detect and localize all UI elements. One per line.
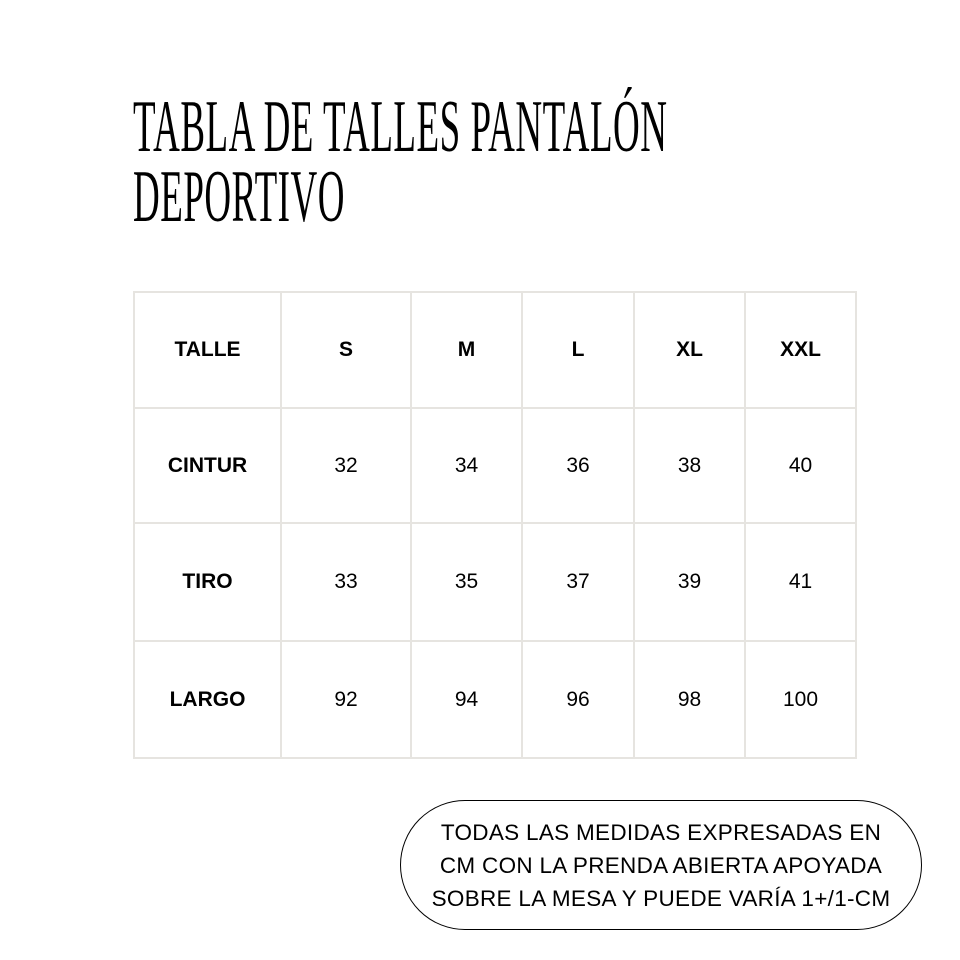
table-cell: 94 — [411, 641, 522, 758]
header-cell: XL — [634, 292, 745, 408]
table-cell: 36 — [522, 408, 634, 523]
size-table — [133, 291, 857, 759]
table-header-row — [134, 292, 856, 408]
table-cell: 98 — [634, 641, 745, 758]
title-line-2: DEPORTIVO — [133, 156, 345, 238]
table-row — [134, 408, 856, 523]
table-cell: 38 — [634, 408, 745, 523]
table-cell: 96 — [522, 641, 634, 758]
page-title — [133, 86, 668, 238]
table-cell: 37 — [522, 523, 634, 641]
header-cell: S — [281, 292, 411, 408]
table-row — [134, 641, 856, 758]
table-cell: 35 — [411, 523, 522, 641]
note-line: CM CON LA PRENDA ABIERTA APOYADA — [439, 852, 883, 878]
header-cell: M — [411, 292, 522, 408]
title-line-1: TABLA DE TALLES PANTALÓN — [133, 86, 668, 168]
table-cell: 39 — [634, 523, 745, 641]
table-cell: 100 — [745, 641, 856, 758]
note-line: SOBRE LA MESA Y PUEDE VARÍA 1+/1-CM — [431, 885, 891, 911]
table-cell: 34 — [411, 408, 522, 523]
table-cell: 41 — [745, 523, 856, 641]
header-cell: TALLE — [134, 292, 281, 408]
row-label: LARGO — [134, 641, 281, 758]
note-line: TODAS LAS MEDIDAS EXPRESADAS EN — [440, 819, 882, 845]
row-label: TIRO — [134, 523, 281, 641]
table-cell: 33 — [281, 523, 411, 641]
table-cell: 92 — [281, 641, 411, 758]
header-cell: XXL — [745, 292, 856, 408]
measurement-note — [400, 800, 922, 930]
row-label: CINTUR — [134, 408, 281, 523]
table-row — [134, 523, 856, 641]
table-cell: 40 — [745, 408, 856, 523]
header-cell: L — [522, 292, 634, 408]
table-cell: 32 — [281, 408, 411, 523]
